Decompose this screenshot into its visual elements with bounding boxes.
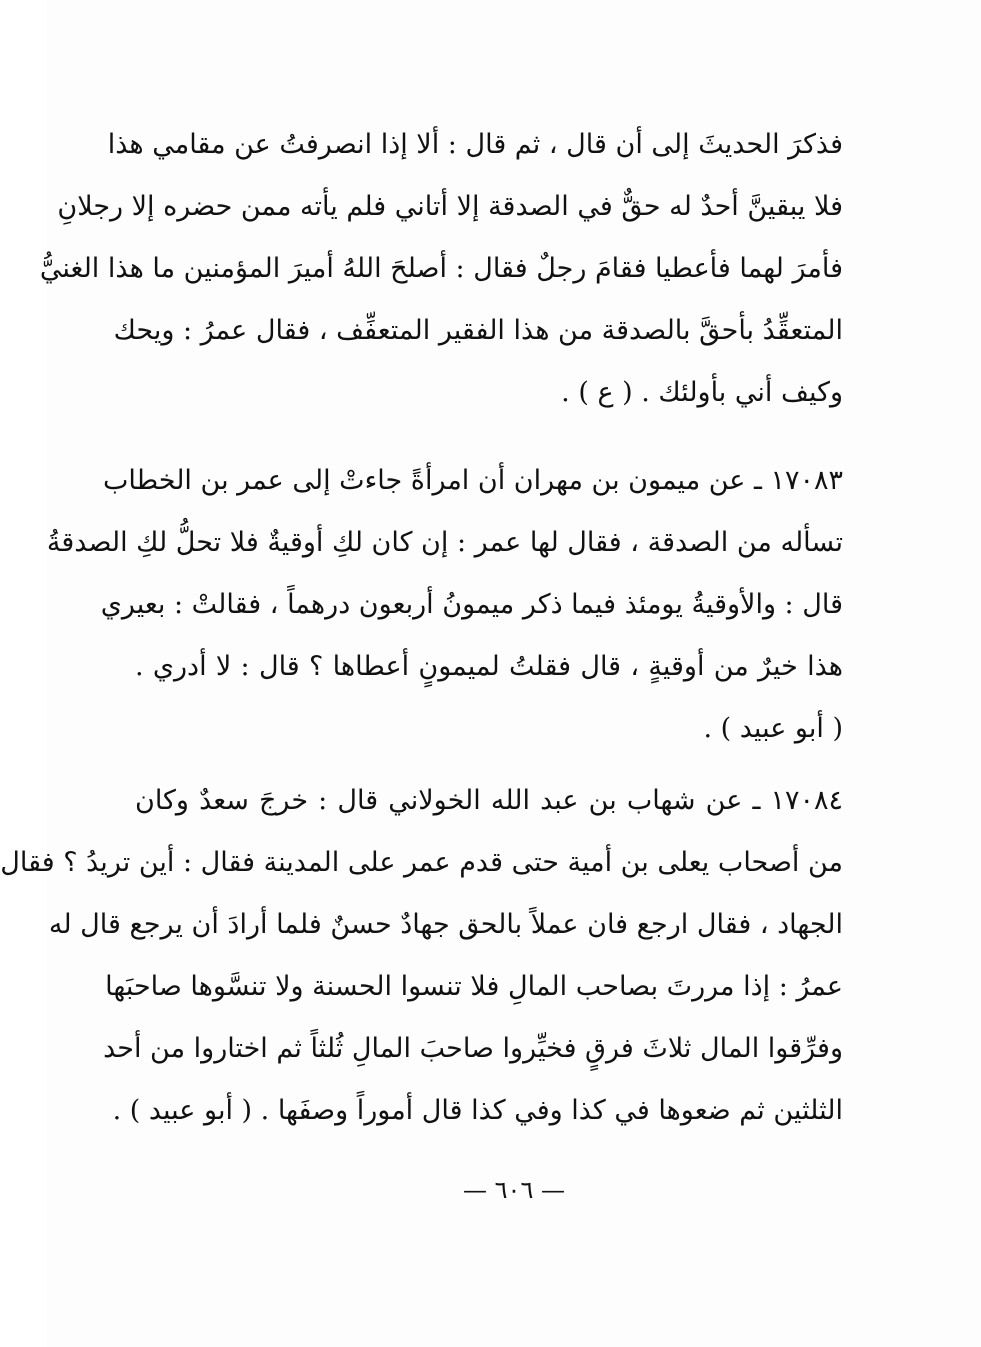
text-line: فأمرَ لهما فأعطيا فقامَ رجلٌ فقال : أصلحَ اللهُ أميرَ المؤمنين ما هذا الغنيُّ: [39, 253, 843, 284]
text-line: تسأله من الصدقة ، فقال لها عمر : إن كان لكِ أوقيةٌ فلا تحلُّ لكِ الصدقةُ: [46, 527, 843, 558]
page-number: — ٦٠٦ —: [463, 1176, 565, 1204]
paragraph-3: [0, 770, 843, 1142]
text-line: ١٧٠٨٤ ـ عن شهاب بن عبد الله الخولاني قال : خرجَ سعدٌ وكان: [135, 785, 843, 816]
text-line: فلا يبقينَّ أحدٌ له حقٌّ في الصدقة إلا أتاني فلم يأته ممن حضره إلا رجلانِ: [57, 191, 843, 222]
paragraph-1: [39, 114, 843, 424]
text-line: هذا خيرٌ من أوقيةٍ ، قال فقلتُ لميمونٍ أعطاها ؟ قال : لا أدري .: [135, 651, 843, 682]
text-line: عمرُ : إذا مررتَ بصاحب المالِ فلا تنسوا الحسنة ولا تنسَّوها صاحبَها: [105, 971, 843, 1002]
text-line: من أصحاب يعلى بن أمية حتى قدم عمر على المدينة فقال : أين تريدُ ؟ فقال: [0, 847, 843, 878]
text-line: المتعقِّدُ بأحقَّ بالصدقة من هذا الفقير المتعفِّف ، فقال عمرُ : ويحك: [113, 315, 843, 346]
text-line: قال : والأوقيةُ يومئذ فيما ذكر ميمونُ أربعون درهماً ، فقالتْ : بعيري: [100, 589, 843, 620]
text-line: الجهاد ، فقال ارجع فان عملاً بالحق جهادٌ حسنٌ فلما أرادَ أن يرجع قال له: [48, 909, 843, 940]
text-line: ( أبو عبيد ) .: [703, 713, 843, 744]
text-line: وكيف أني بأولئك . ( ع ) .: [561, 377, 843, 408]
text-line: فذكرَ الحديثَ إلى أن قال ، ثم قال : ألا إذا انصرفتُ عن مقامي هذا: [107, 129, 843, 160]
text-line: ١٧٠٨٣ ـ عن ميمون بن مهران أن امرأةً جاءتْ إلى عمر بن الخطاب: [102, 465, 843, 496]
text-line: الثلثين ثم ضعوها في كذا وفي كذا قال أموراً وصفَها . ( أبو عبيد ) .: [112, 1095, 843, 1126]
text-line: وفرِّقوا المال ثلاثَ فرقٍ فخيِّروا صاحبَ المالِ ثُلثاً ثم اختاروا من أحد: [103, 1033, 843, 1064]
paragraph-2: [46, 450, 843, 760]
